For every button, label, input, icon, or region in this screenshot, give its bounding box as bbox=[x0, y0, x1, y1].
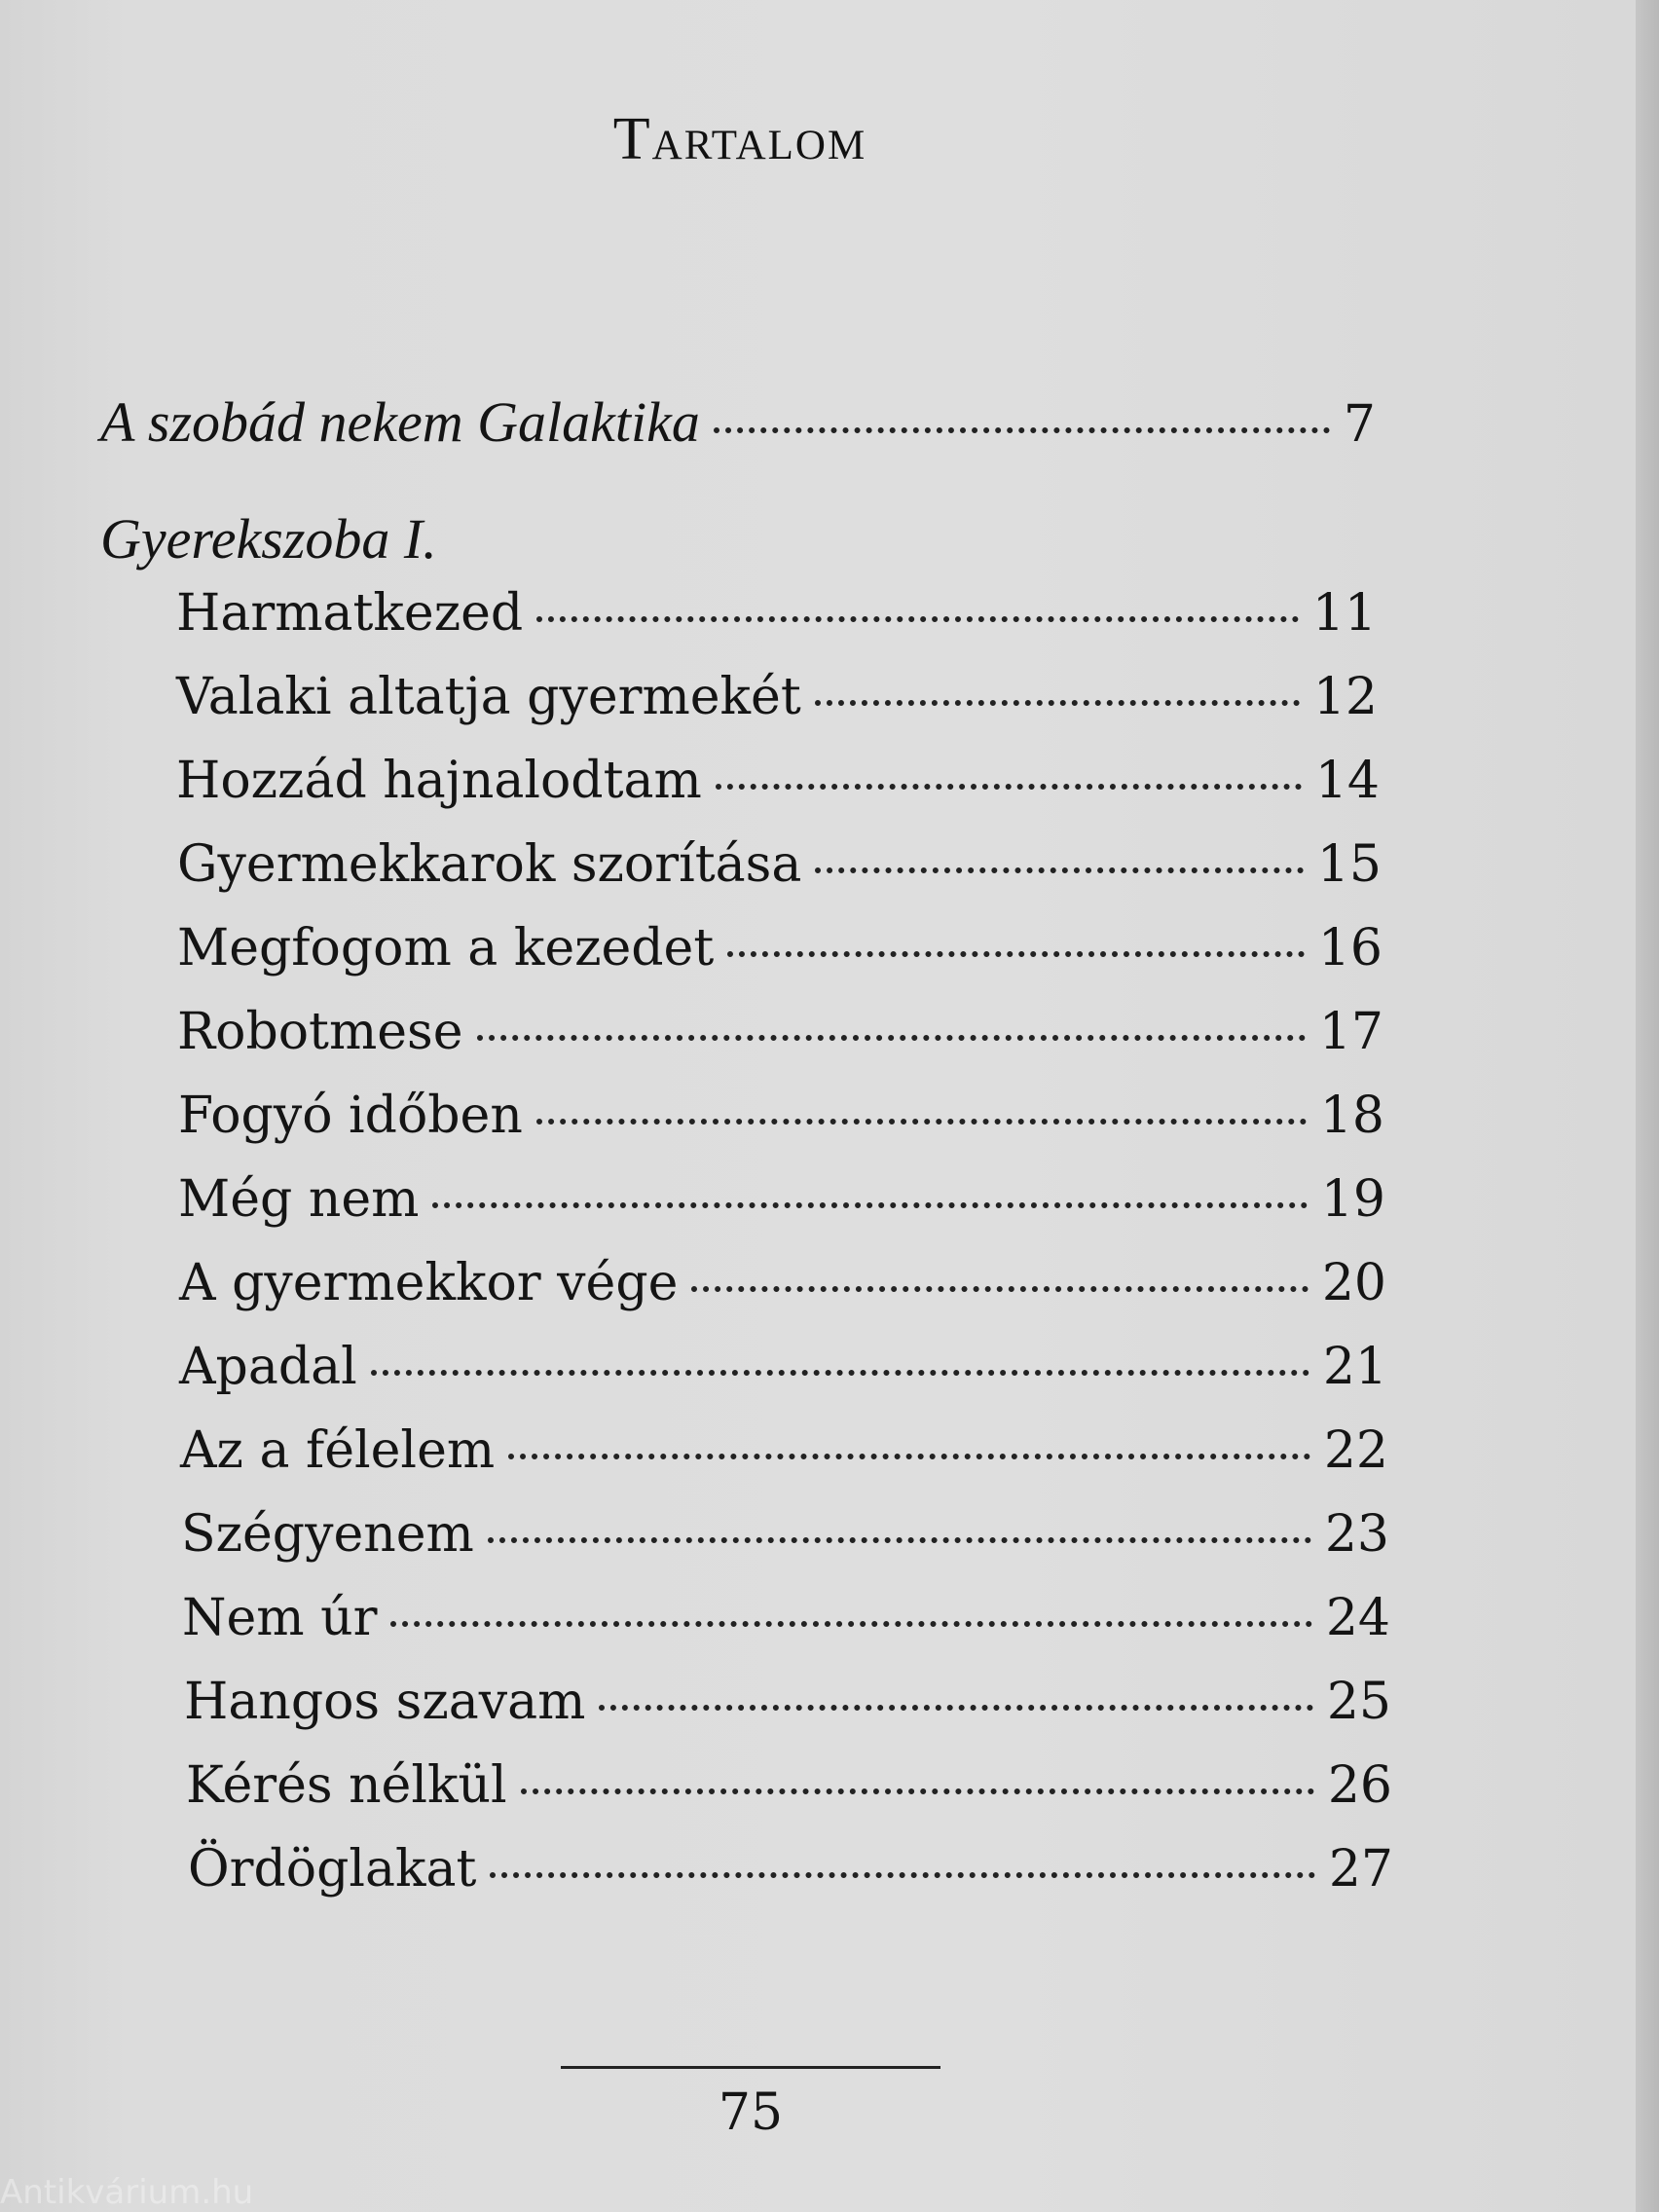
toc-entry bbox=[180, 1421, 1388, 1490]
dot-leader bbox=[521, 1788, 1314, 1794]
page-title: Tartalom bbox=[612, 106, 867, 172]
toc-entry-title: Még nem bbox=[178, 1170, 420, 1229]
toc-entry-title: Megfogom a kezedet bbox=[177, 919, 715, 977]
dot-leader bbox=[815, 867, 1304, 873]
toc-entry-page: 21 bbox=[1322, 1338, 1387, 1396]
toc-entry-page: 23 bbox=[1324, 1505, 1389, 1564]
dot-leader bbox=[508, 1454, 1310, 1459]
toc-entry-title: Hangos szavam bbox=[184, 1673, 586, 1731]
toc-entry-page: 25 bbox=[1326, 1673, 1391, 1731]
footer-rule bbox=[561, 2066, 940, 2069]
toc-entry-title: Nem úr bbox=[182, 1589, 378, 1647]
toc-entry-title: Az a félelem bbox=[180, 1421, 496, 1480]
toc-entry-title: Kérés nélkül bbox=[186, 1756, 507, 1815]
toc-entry-page: 26 bbox=[1327, 1756, 1392, 1815]
toc-entry-page: 19 bbox=[1320, 1170, 1385, 1229]
toc-entry-page: 27 bbox=[1328, 1840, 1393, 1899]
toc-entry bbox=[188, 1840, 1393, 1908]
toc-entry-page: 18 bbox=[1319, 1087, 1384, 1145]
dot-leader bbox=[490, 1872, 1314, 1878]
dot-leader bbox=[727, 951, 1305, 957]
toc-entry-page: 20 bbox=[1321, 1254, 1386, 1312]
dot-leader bbox=[691, 1286, 1308, 1292]
toc-entry bbox=[177, 835, 1382, 903]
toc-entry-page: 15 bbox=[1316, 835, 1382, 894]
dot-leader bbox=[815, 700, 1300, 706]
dot-leader bbox=[716, 784, 1302, 790]
toc-entry bbox=[186, 1756, 1392, 1825]
toc-entry-title: Szégyenem bbox=[181, 1505, 474, 1564]
toc-entry-page: 24 bbox=[1325, 1589, 1390, 1647]
dot-leader bbox=[599, 1705, 1312, 1711]
toc-entry bbox=[184, 1673, 1391, 1741]
toc-entry-page: 17 bbox=[1318, 1003, 1383, 1061]
dot-leader bbox=[536, 1119, 1307, 1124]
toc-entry-page: 16 bbox=[1317, 919, 1382, 977]
toc-entry bbox=[177, 1003, 1383, 1071]
section-heading: Gyerekszoba I. bbox=[100, 507, 437, 571]
dot-leader bbox=[390, 1621, 1311, 1627]
toc-entry-title: Ördöglakat bbox=[188, 1840, 477, 1899]
toc-entry-title: A gyermekkor vége bbox=[179, 1254, 679, 1312]
toc-entry-title: Hozzád hajnalodtam bbox=[176, 752, 702, 810]
toc-entry-page: 12 bbox=[1312, 668, 1378, 726]
dot-leader bbox=[432, 1202, 1307, 1208]
dot-leader bbox=[477, 1035, 1306, 1041]
dot-leader bbox=[371, 1370, 1309, 1376]
toc-entry bbox=[177, 919, 1382, 987]
toc-entry-title: Robotmese bbox=[177, 1003, 463, 1061]
watermark: Antikvárium.hu bbox=[0, 2173, 254, 2212]
toc-entry-top bbox=[100, 389, 1376, 458]
toc-entry bbox=[182, 1589, 1390, 1657]
toc-entry-page: 22 bbox=[1323, 1421, 1388, 1480]
toc-entry bbox=[181, 1505, 1389, 1573]
toc-entry bbox=[176, 668, 1378, 736]
page-number: 75 bbox=[718, 2083, 784, 2142]
dot-leader bbox=[536, 616, 1299, 622]
toc-entry-title: Valaki altatja gyermekét bbox=[176, 668, 801, 726]
toc-entry-page: 7 bbox=[1343, 395, 1376, 454]
toc-entry-page: 11 bbox=[1311, 584, 1377, 643]
toc-entry-title: Gyermekkarok szorítása bbox=[177, 835, 802, 894]
toc-entry-title: Apadal bbox=[179, 1338, 357, 1396]
toc-entry-title: A szobád nekem Galaktika bbox=[100, 390, 700, 454]
page-edge bbox=[1636, 0, 1659, 2212]
toc-entry-title: Harmatkezed bbox=[176, 584, 524, 643]
dot-leader bbox=[488, 1537, 1311, 1543]
toc-entry bbox=[179, 1254, 1386, 1322]
toc-entry-page: 14 bbox=[1314, 752, 1380, 810]
toc-entry bbox=[178, 1170, 1385, 1238]
toc-entry bbox=[178, 1087, 1384, 1155]
dot-leader bbox=[714, 427, 1330, 433]
toc-entry-title: Fogyó időben bbox=[178, 1087, 523, 1145]
toc-entry bbox=[176, 752, 1380, 820]
toc-entry bbox=[179, 1338, 1387, 1406]
toc-entry bbox=[176, 584, 1377, 652]
